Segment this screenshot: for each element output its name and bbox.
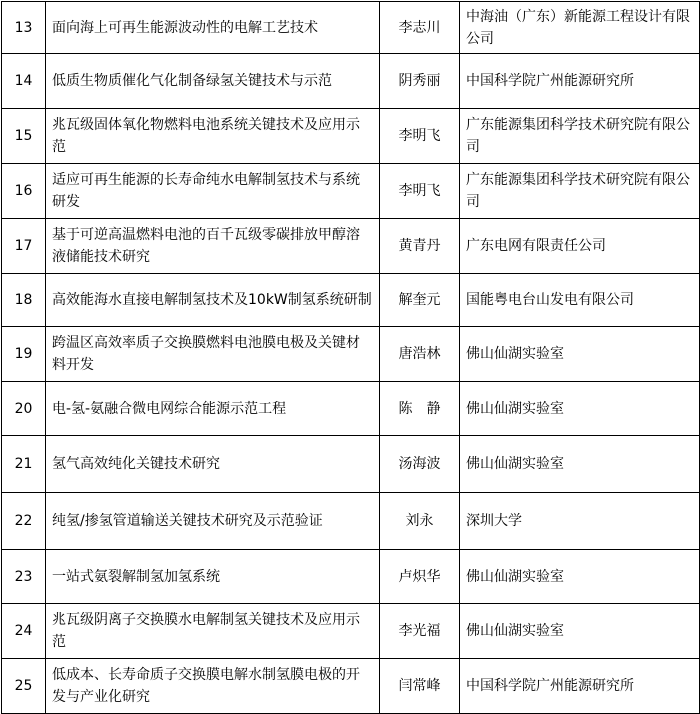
- project-name: 兆瓦级固体氧化物燃料电池系统关键技术及应用示范: [46, 109, 380, 164]
- organization: 广东电网有限责任公司: [460, 219, 700, 274]
- person-in-charge: 汤海波: [380, 436, 460, 493]
- person-in-charge: 闫常峰: [380, 659, 460, 714]
- project-name: 基于可逆高温燃料电池的百千瓦级零碳排放甲醇溶液储能技术研究: [46, 219, 380, 274]
- project-name: 面向海上可再生能源波动性的电解工艺技术: [46, 2, 380, 54]
- organization: 佛山仙湖实验室: [460, 382, 700, 436]
- project-name: 一站式氨裂解制氢加氢系统: [46, 550, 380, 604]
- person-in-charge: 解奎元: [380, 274, 460, 327]
- row-number: 18: [2, 274, 46, 327]
- person-in-charge: 陈 静: [380, 382, 460, 436]
- row-number: 22: [2, 493, 46, 550]
- table-row: [2, 54, 700, 109]
- project-name: 适应可再生能源的长寿命纯水电解制氢技术与系统研发: [46, 164, 380, 219]
- organization: 广东能源集团科学技术研究院有限公司: [460, 109, 700, 164]
- table-row: [2, 550, 700, 604]
- person-in-charge: 唐浩林: [380, 327, 460, 382]
- row-number: 13: [2, 2, 46, 54]
- project-name: 电-氢-氨融合微电网综合能源示范工程: [46, 382, 380, 436]
- person-in-charge: 李明飞: [380, 109, 460, 164]
- table-row: [2, 327, 700, 382]
- row-number: 25: [2, 659, 46, 714]
- table-row: [2, 382, 700, 436]
- person-in-charge: 李明飞: [380, 164, 460, 219]
- row-number: 17: [2, 219, 46, 274]
- table-row: [2, 604, 700, 659]
- table-row: [2, 274, 700, 327]
- project-name: 低成本、长寿命质子交换膜电解水制氢膜电极的开发与产业化研究: [46, 659, 380, 714]
- organization: 中国科学院广州能源研究所: [460, 659, 700, 714]
- project-name: 高效能海水直接电解制氢技术及10kW制氢系统研制: [46, 274, 380, 327]
- organization: 广东能源集团科学技术研究院有限公司: [460, 164, 700, 219]
- table-row: [2, 493, 700, 550]
- project-name: 低质生物质催化气化制备绿氢关键技术与示范: [46, 54, 380, 109]
- row-number: 19: [2, 327, 46, 382]
- organization: 深圳大学: [460, 493, 700, 550]
- row-number: 23: [2, 550, 46, 604]
- table-row: [2, 219, 700, 274]
- row-number: 15: [2, 109, 46, 164]
- person-in-charge: 黄青丹: [380, 219, 460, 274]
- person-in-charge: 卢炽华: [380, 550, 460, 604]
- organization: 佛山仙湖实验室: [460, 436, 700, 493]
- project-name: 兆瓦级阴离子交换膜水电解制氢关键技术及应用示范: [46, 604, 380, 659]
- project-name: 跨温区高效率质子交换膜燃料电池膜电极及关键材料开发: [46, 327, 380, 382]
- organization: 中国科学院广州能源研究所: [460, 54, 700, 109]
- person-in-charge: 李光福: [380, 604, 460, 659]
- organization: 佛山仙湖实验室: [460, 604, 700, 659]
- row-number: 14: [2, 54, 46, 109]
- table-row: [2, 109, 700, 164]
- person-in-charge: 李志川: [380, 2, 460, 54]
- person-in-charge: 刘永: [380, 493, 460, 550]
- table-row: [2, 2, 700, 54]
- project-name: 氢气高效纯化关键技术研究: [46, 436, 380, 493]
- table-row: [2, 164, 700, 219]
- organization: 中海油（广东）新能源工程设计有限公司: [460, 2, 700, 54]
- row-number: 24: [2, 604, 46, 659]
- person-in-charge: 阴秀丽: [380, 54, 460, 109]
- row-number: 20: [2, 382, 46, 436]
- project-name: 纯氢/掺氢管道输送关键技术研究及示范验证: [46, 493, 380, 550]
- organization: 国能粤电台山发电有限公司: [460, 274, 700, 327]
- table-row: [2, 659, 700, 714]
- project-table: [1, 1, 700, 714]
- organization: 佛山仙湖实验室: [460, 327, 700, 382]
- row-number: 21: [2, 436, 46, 493]
- organization: 佛山仙湖实验室: [460, 550, 700, 604]
- table-row: [2, 436, 700, 493]
- row-number: 16: [2, 164, 46, 219]
